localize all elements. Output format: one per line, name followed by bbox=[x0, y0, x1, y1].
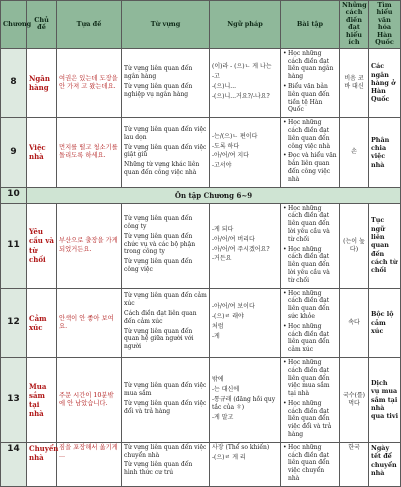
grammar-item: -(으)니...거요?/-나요? bbox=[212, 92, 270, 100]
chapter-number: 9 bbox=[1, 118, 27, 187]
grammar-cell bbox=[210, 118, 281, 187]
topic-cell: Yêu cầu và từ chối bbox=[27, 203, 57, 288]
culture-cell: Bộc lộ cảm xúc bbox=[369, 288, 401, 357]
vocabulary-cell bbox=[122, 442, 210, 486]
vocab-item: Từ vựng liên quan đến chức vụ và các bộ phận trong công ty bbox=[124, 232, 196, 256]
chapter-number: 14 bbox=[1, 442, 27, 486]
chapter-number: 8 bbox=[1, 48, 27, 117]
grammar-item: -는 대신에 bbox=[212, 386, 240, 394]
grammar-item: -아/어/여 보이다 bbox=[212, 303, 255, 311]
vocab-item: Từ vựng liên quan đến việc đổi và trả hàng bbox=[124, 399, 207, 415]
title-cell: 부산으로 출장을 가게 되었거든요. bbox=[57, 203, 122, 288]
table-row bbox=[1, 357, 401, 442]
grammar-item: -게 되다 bbox=[212, 225, 234, 233]
vocab-item: Từ vựng liên quan đến nghiệp vụ ngân hàng bbox=[124, 83, 193, 98]
header-title: Tựa đề bbox=[57, 1, 122, 49]
pronunciation-cell: 속다 bbox=[340, 288, 369, 357]
chapter-number: 12 bbox=[1, 288, 27, 357]
vocab-item: Từ vựng liên quan đến việc chuyển nhà bbox=[124, 443, 207, 459]
grammar-cell bbox=[210, 357, 281, 442]
header-exercise: Bài tập bbox=[281, 1, 340, 49]
exercise-item: • Học những cách điền đạt liên quan đến lời yêu cầu và từ chối bbox=[283, 246, 337, 285]
vocab-item: Từ vựng liên quan đến việc lau dọn bbox=[124, 125, 207, 141]
vocab-item: Từ vựng liên quan đến công ty bbox=[124, 215, 193, 231]
exercise-item: • Học những cách điền đạt liên quan đến việc đổi và trả hàng bbox=[283, 400, 337, 439]
topic-cell: Việc nhà bbox=[27, 118, 57, 187]
grammar-item: -도록 하다 bbox=[212, 142, 240, 150]
vocabulary-cell bbox=[122, 357, 210, 442]
title-cell: 먼지를 떨고 청소기를 돌리도록 하세요. bbox=[57, 118, 122, 187]
grammar-item: -(으)ㄹ 게 리 bbox=[212, 453, 246, 461]
header-grammar: Ngữ pháp bbox=[210, 1, 281, 49]
grammar-item: -게 bbox=[212, 332, 220, 340]
exercise-cell bbox=[281, 357, 340, 442]
grammar-item: 처럼 bbox=[212, 322, 224, 330]
grammar-item: -고서야 bbox=[212, 162, 232, 170]
exercise-item: • Học những cách điền đạt liên quan đến sức khỏe bbox=[283, 290, 337, 321]
exercise-item: • Đọc và hiểu văn bản liên quan đến công việc nhà bbox=[283, 152, 337, 183]
vocabulary-cell bbox=[122, 288, 210, 357]
table-row bbox=[1, 442, 401, 486]
exercise-cell bbox=[281, 442, 340, 486]
exercise-cell bbox=[281, 288, 340, 357]
vocab-item: Từ vựng liên quan đến công việc bbox=[124, 258, 193, 274]
grammar-cell bbox=[210, 203, 281, 288]
table-row bbox=[1, 48, 401, 117]
vocab-item: Từ vựng liên quan đến quan hệ giữa người với người bbox=[124, 327, 194, 351]
title-cell: 짐을 포장해서 옮기게 ... bbox=[57, 442, 122, 486]
grammar-item: -(으)ㄹ 래야 bbox=[212, 312, 244, 320]
vocab-item: Cách điền đạt liên quan đến cảm xúc bbox=[124, 310, 197, 325]
header-chapter: Chương bbox=[1, 1, 27, 49]
culture-cell: Dịch vụ mua sắm tại nhà qua tivi bbox=[369, 357, 401, 442]
vocab-item: Những từ vựng khác liên quan đến công việc nhà bbox=[124, 161, 200, 176]
chapter-number: 11 bbox=[1, 203, 27, 288]
pronunciation-cell: 비음 코 바 대신 bbox=[340, 48, 369, 117]
topic-cell: Chuyển nhà bbox=[27, 442, 57, 486]
grammar-item: 밖에 bbox=[212, 376, 224, 384]
grammar-cell bbox=[210, 288, 281, 357]
vocab-item: Từ vựng liên quan đến ngân hàng bbox=[124, 65, 193, 81]
pronunciation-cell: (는이 높다) bbox=[340, 203, 369, 288]
grammar-item: -는/(으)ㄴ 편이다 bbox=[212, 132, 258, 140]
vocab-item: Từ vựng liên quan đến việc giặt giũ bbox=[124, 143, 207, 159]
exercise-cell bbox=[281, 48, 340, 117]
pronunciation-cell: 손 bbox=[340, 118, 369, 187]
grammar-item: -아/어/여 지다 bbox=[212, 152, 249, 160]
exercise-item: • Học những cách điền đạt liên quan đến việc chuyển nhà bbox=[283, 444, 337, 483]
pronunciation-cell: 한국 bbox=[340, 442, 369, 486]
chapter-number: 10 bbox=[1, 187, 27, 203]
vocab-item: Từ vựng liên quan đến cảm xúc bbox=[124, 292, 207, 308]
exercise-cell bbox=[281, 203, 340, 288]
chapter-number: 13 bbox=[1, 357, 27, 442]
grammar-item: -고 bbox=[212, 73, 220, 81]
vocab-item: Từ vựng liên quan đến hình thức cư trú bbox=[124, 461, 193, 477]
pronunciation-cell: 국수(를) 먹다 bbox=[340, 357, 369, 442]
grammar-item: 사장 (Thể so khiến) bbox=[212, 443, 270, 451]
grammar-item: -아/어/여 버리다 bbox=[212, 235, 255, 243]
review-title: Ôn tập Chương 6~9 bbox=[27, 187, 401, 203]
grammar-item: -(으)니... bbox=[212, 83, 237, 90]
exercise-item: • Biểu văn bản liên quan đến tiền tệ Hàn Quốc bbox=[283, 83, 337, 114]
table-header-row bbox=[1, 1, 401, 49]
topic-cell: Ngân hàng bbox=[27, 48, 57, 117]
exercise-item: • Học những cách điền đạt liên quan đến việc mua sắm tại nhà bbox=[283, 359, 337, 398]
vocab-item: Từ vựng liên quan đến việc mua sắm bbox=[124, 382, 207, 398]
exercise-item: • Học những cách điền đạt liên quan ngân hàng bbox=[283, 50, 337, 81]
culture-cell: Tục ngữ liên quan đến cách từ chối bbox=[369, 203, 401, 288]
header-topic: Chủ đề bbox=[27, 1, 57, 49]
grammar-item: -거든요 bbox=[212, 255, 232, 263]
exercise-item: • Học những cách điền đạt liên quan đến lời yêu cầu và từ chối bbox=[283, 205, 337, 244]
culture-cell: Các ngân hàng ở Hàn Quốc bbox=[369, 48, 401, 117]
title-cell: 주문 시간이 10분밖에 안 남았습니다. bbox=[57, 357, 122, 442]
title-cell: 안색이 안 좋아 보여요. bbox=[57, 288, 122, 357]
vocabulary-cell bbox=[122, 118, 210, 187]
header-pronunciation: Những cách điền đạt hiểu ích bbox=[340, 1, 369, 49]
topic-cell: Mua sắm tại nhà bbox=[27, 357, 57, 442]
grammar-item: -통규래 (đăng hồi quy tắc của ㅎ) bbox=[212, 395, 276, 411]
exercise-cell bbox=[281, 118, 340, 187]
grammar-item: -아/어/여 주시겠어요? bbox=[212, 245, 270, 253]
grammar-item: (이)라 - (으)ㄴ 게 나는 bbox=[212, 63, 272, 71]
header-culture: Tìm hiểu văn hóa Hàn Quốc bbox=[369, 1, 401, 49]
topic-cell: Cảm xúc bbox=[27, 288, 57, 357]
exercise-item: • Học những cách điền đạt liên quan đến cảm xúc bbox=[283, 323, 337, 354]
table-row bbox=[1, 288, 401, 357]
culture-cell: Phân chia việc nhà bbox=[369, 118, 401, 187]
grammar-cell bbox=[210, 442, 281, 486]
vocabulary-cell bbox=[122, 203, 210, 288]
table-row bbox=[1, 203, 401, 288]
table-row bbox=[1, 118, 401, 187]
vocabulary-cell bbox=[122, 48, 210, 117]
title-cell: 여권은 있는데 도장을 안 가져 고 왔는데요. bbox=[57, 48, 122, 117]
grammar-cell bbox=[210, 48, 281, 117]
exercise-item: • Học những cách điền đạt liên quan đến công việc nhà bbox=[283, 119, 337, 150]
review-row bbox=[1, 187, 401, 203]
culture-cell: Ngày tết để chuyển nhà bbox=[369, 442, 401, 486]
grammar-item: -게 말고 bbox=[212, 413, 234, 421]
header-vocabulary: Từ vựng bbox=[122, 1, 210, 49]
